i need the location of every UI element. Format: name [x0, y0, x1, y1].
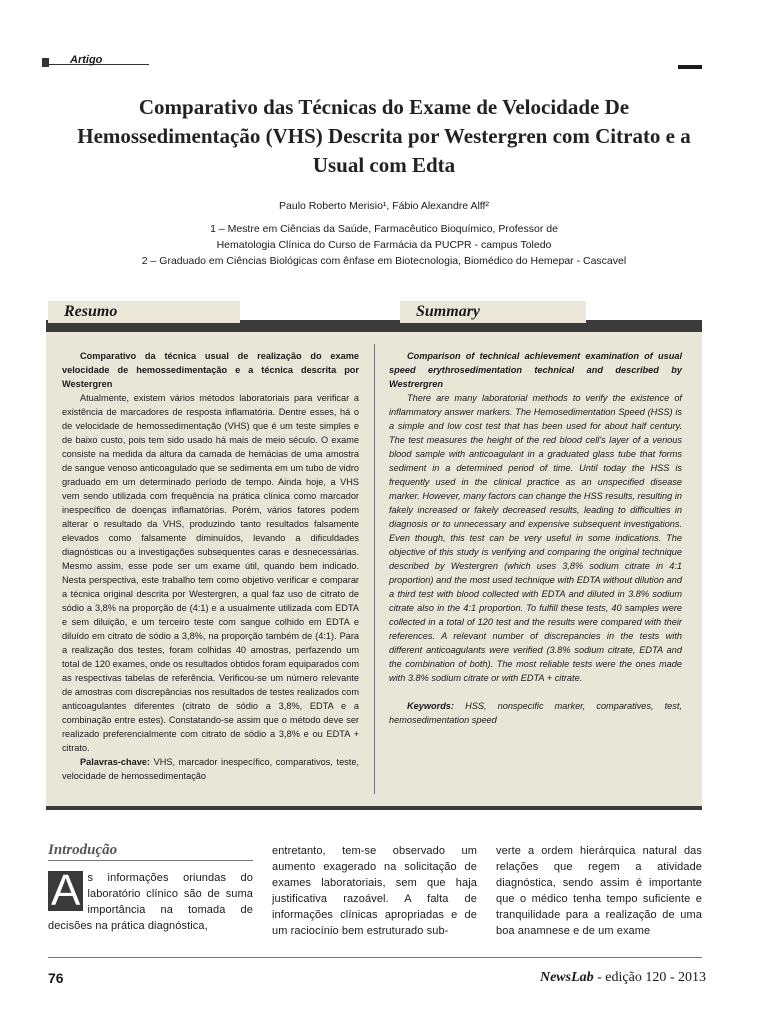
summary-column [389, 349, 682, 727]
intro-rule [48, 860, 253, 861]
summary-title: Comparison of technical achievement examination of usual speed erythrosedimentation technical and described by Westrergren [389, 351, 682, 389]
resumo-body: Atualmente, existem vários métodos laboratoriais para verificar a existência de marcadores de resposta inflamatória. Dentre esses, há o de velocidade de hemossedimentação (VHS) que é um teste simples e de baixo custo, pois tem sido usado há mais de meio século. O exame consiste na medida da altura da camada de hemácias de uma amostra de sangue venoso anticoagulado que se sedimenta em um tubo de vidro graduado em um determinado período de tempo. Ainda hoje, a VHS vem sendo utilizada com frequência na prática clínica como marcador inespecífico de doenças inflamatórias. Porém, vários fatores podem alterar o resultado da VHS, produzindo tanto resultados falsamente elevados como falsamente diminuídos, levando a dificuldades diagnósticas ou a investigações subsequentes caras e desnecessárias. Mesmo assim, esse pode ser um exame útil, quando bem indicado. Nesta perspectiva, este trabalho tem como objetivo verificar e comparar a técnica original descrita por Westergren, a qual faz uso de citrato de sódio a 3,8% na proporção de (4:1) e a usualmente utilizada com EDTA e sem diluição, e um terceiro teste com sangue colhido em EDTA e diluído em citrato de sódio a 3,8%, na proporção também de (4:1). Para a realização dos testes, foram colhidas 40 amostras, perfazendo um total de 120 exames, onde os resultados obtidos foram equiparados com as respectivas tabelas de referência. Verificou-se um número relevante de amostras com discrepâncias nos resultados de testes realizados com anticoagulantes diferentes (citrato de sódio a 3,8%, EDTA e a combinação entre estes). Constatando-se assim que o método deve ser realizado preferencialmente com citrato de sódio a 3,8% e ou EDTA + citrato. [62, 393, 359, 753]
body-text-1: s informações oriundas do laboratório clínico são de suma importância na tomada de decisões na prática diagnóstica, [48, 872, 253, 932]
resumo-keywords-text: VHS, marcador inespecífico, comparativos, teste, velocidade de hemossedimentação [62, 757, 359, 781]
intro-heading: Introdução [48, 842, 118, 858]
abstract-divider [374, 344, 375, 794]
summary-keywords [389, 699, 682, 727]
resumo-column [62, 349, 359, 783]
resumo-heading: Resumo [48, 301, 240, 323]
summary-keywords-label: Keywords: [407, 701, 454, 711]
resumo-keywords [62, 755, 359, 783]
resumo-keywords-label: Palavras-chave: [80, 757, 150, 767]
authors: Paulo Roberto Merisio¹, Fábio Alexandre Alff² [279, 200, 489, 212]
summary-body: There are many laboratorial methods to verify the existence of inflammatory answer markers. The Hemosedimentation Speed (HSS) is a simple and low cost test that has been used for about half century. The test measures the height of the red blood cell's layer of a venous blood sample with anticoagulant in a graduated glass tube that forms sediment in a determined period of time. Until today the HSS is frequently used in the clinical practice as an unspecified disease marker. However, many factors can change the HSS results, resulting in fakely increased or fakely decreased results, leading to difficulties in diagnosis or to unnecessary and expensive subsequent investigations. Even though, this test can be very useful in some indications. The objective of this study is verifying and comparing the original technique described by Westergren (which uses 3,8% sodium citrate in 4:1 proportion) and the most used technique with EDTA without dilution and a third test with blood collected with EDTA and diluted in 3.8% sodium citrate also in the 4:1 proportion. To fulfill these tests, 40 samples were collected in a total of 120 test and the results were compared with their references. A relevant number of discrepancies in the tests with different anticoagulants were verified (3.8% sodium citrate, EDTA and the combination of both). The most reliable tests were the ones made with 3.8% sodium citrate or with EDTA + citrate. [389, 393, 682, 683]
section-marker-icon [42, 58, 49, 67]
footer-rule [48, 957, 702, 958]
summary-heading: Summary [400, 301, 586, 323]
body-column-1 [48, 866, 253, 934]
summary-keywords-text: HSS, nonspecific marker, comparatives, test, hemosedimentation speed [389, 701, 682, 725]
resumo-title: Comparativo da técnica usual de realização do exame velocidade de hemossedimentação e a técnica descrita por Westergren [62, 351, 359, 389]
section-bar [678, 65, 702, 69]
section-label: Artigo [70, 54, 103, 66]
body-column-3: verte a ordem hierárquica natural das relações que regem a atividade diagnóstica, sendo assim é importante que o médico tenha tempo suficiente e tranquilidade para a realização de uma boa anamnese e de um exame [496, 845, 702, 937]
magazine-brand: NewsLab [539, 970, 594, 985]
affiliation-line: 2 – Graduado em Ciências Biológicas com ênfase em Biotecnologia, Biomédico do Hemepar - Cascavel [141, 255, 627, 267]
body-column-2: entretanto, tem-se observado um aumento exagerado na solicitação de exames laboratoriais, sem que haja justificativa razoável. A falta de informações clínicas apropriadas e de um raciocínio bem estruturado sub- [272, 845, 477, 937]
magazine-credit [540, 970, 706, 986]
affiliations [60, 221, 708, 269]
article-title: Comparativo das Técnicas do Exame de Velocidade De Hemossedimentação (VHS) Descrita por Westergren com Citrato e a Usual com Edta [77, 95, 691, 177]
affiliation-line: Hematologia Clínica do Curso de Farmácia da PUCPR - campus Toledo [216, 239, 552, 251]
section-tag [42, 54, 702, 70]
magazine-edition: - edição 120 - 2013 [593, 970, 706, 985]
page-number: 76 [48, 970, 64, 986]
drop-cap: A [48, 871, 83, 911]
affiliation-line: 1 – Mestre em Ciências da Saúde, Farmacêutico Bioquímico, Professor de [210, 223, 558, 235]
